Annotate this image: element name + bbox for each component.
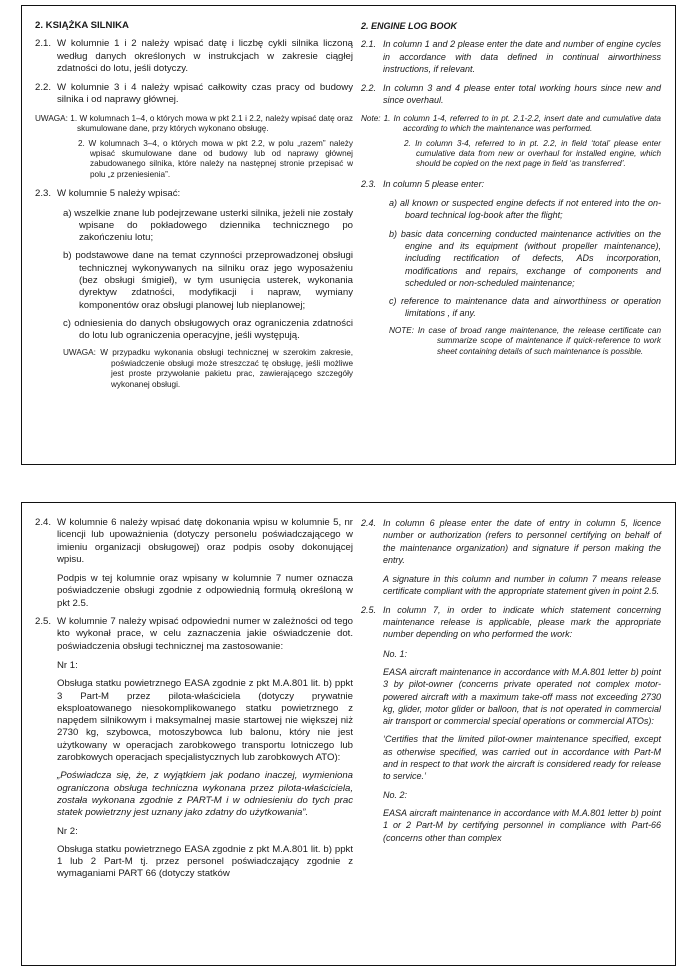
paragraph-2-5-en: 2.5. In column 7, in order to indicate which statement concerning maintenance release is applicable, please mark the appropriate number depending on who performed the work: [361,604,661,640]
note-block-pl [35,114,353,180]
note-3-pl: UWAGA: W przypadku wykonania obsługi technicznej w szerokim zakresie, poświadczenie obsługi może streszczać tę obsługę, jeśli możliwe jest proste przywołanie pakietu prac, zawierającego szczegóły wykonanej obsługi. [63,348,353,389]
nr2-text-pl: Obsługa statku powietrznego EASA zgodnie z pkt M.A.801 lit. b) ppkt 1 lub 2 Part-M tj. przez personel poświadczający zgodnie z wymaganiami PART 66 (dotyczy statków [57,843,353,880]
note-2-pl: 2. W kolumnach 3–4, o których mowa w pkt 2.2, w polu „razem” należy wpisać skumulowane dane od budowy lub od naprawy głównej zabudowanego silnika, które należy na następnej stronie przepisać w polu „z przeniesienia”. [78,138,353,179]
english-column [361,517,661,850]
nr1-label-pl: Nr 1: [57,659,78,671]
paragraph-2-2-en: 2.2. In column 3 and 4 please enter total working hours since new and since overhaul. [361,83,661,106]
polish-column [35,517,353,887]
paragraph-2-3-en: 2.3. In column 5 please enter: [361,178,485,189]
list-item-b-en: b) basic data concerning conducted maintenance activities on the engine and its equipment (without propeller maintenance), including rectification of defects, ADs incorporation, modifications and repairs, exchange of components and scheduled or non-scheduled maintenance; [389,228,661,288]
document-page-1 [21,5,676,465]
section-title-en: 2. ENGINE LOG BOOK [361,21,458,31]
polish-column [35,20,353,390]
english-column [361,20,661,357]
list-item-a-en: a) all known or suspected engine defects if not entered into the on-board technical log-book after the flight; [389,198,661,221]
paragraph-2-1-pl: 2.1. W kolumnie 1 i 2 należy wpisać datę i liczbę cykli silnika liczoną według danych określonych w instrukcjach w zakresie ciągłej zdatności do lotu, jeśli dotyczy. [35,38,353,74]
list-item-a-pl: a) wszelkie znane lub podejrzewane usterki silnika, jeżeli nie zostały wpisane do pokładowego dziennika technicznego po zakończeniu lotu; [63,207,353,244]
nr2-text-en: EASA aircraft maintenance in accordance with M.A.801 letter b) point 1 or 2 Part-M by certifying personnel in compliance with Part-66 (concerns other than complex [383,807,661,843]
nr1-text-en: EASA aircraft maintenance in accordance with M.A.801 letter b) point 3 by pilot-owner (concerns private operated not complex motor-powered aircraft with a maximum take-off mass not exceeding 2730 kg, glider, motor glider or balloon, that is not operated in commercial air transport or commercial special operations or commercial ATOs): [383,666,661,727]
note-1-pl: UWAGA: 1. W kolumnach 1–4, o których mowa w pkt 2.1 i 2.2, należy wpisać datę oraz skumulowane dane, przy których wykonano obsługę. [35,113,353,134]
paragraph-2-1-en: 2.1. In column 1 and 2 please enter the date and number of engine cycles in accordance with data defined in continual airworthiness instructions, if relevant. [361,39,661,74]
nr1-quote-pl: „Poświadcza się, że, z wyjątkiem jak podano inaczej, wymieniona ograniczona obsługa techniczna wykonana przez pilota-właściciela, została wykonana zgodnie z PART-M i w odniesieniu do tych prac statek powietrzny jest uznany jako zdatny do użytkowania”. [57,770,353,819]
note-3-en: NOTE: In case of broad range maintenance, the release certificate can summarize scope of maintenance if quick-reference to work sheet containing details of such maintenance is possible. [389,325,661,356]
note-2-en: 2. In column 3-4, referred to in pt. 2.2, in field ‘total’ please enter cumulative data from new or overhaul for installed engine, which should be copied on the next page in field ‘as transferred’. [404,138,661,169]
paragraph-2-5-pl: 2.5. W kolumnie 7 należy wpisać odpowiedni numer w zależności od tego kto wykonał prace, w celu zaznaczenia jakie oświadczenie dot. poświadczenia obsługi technicznej ma zastosowanie: [35,616,353,652]
paragraph-2-4b-pl: Podpis w tej kolumnie oraz wpisany w kolumnie 7 numer oznacza poświadczenie obsługi zgodnie z odpowiednią formułą określoną w pkt 2.5. [57,573,353,609]
nr2-label-en: No. 2: [383,789,408,800]
list-item-c-pl: c) odniesienia do danych obsługowych oraz ograniczenia zdatności do lotu lub ograniczenia operacyjne, jeśli występują. [63,317,353,342]
paragraph-2-3-pl: 2.3. W kolumnie 5 należy wpisać: [35,188,181,200]
note-1-en: Note: 1. In column 1-4, referred to in pt. 2.1-2.2, insert date and cumulative data according to which the maintenance was performed. [361,113,661,134]
paragraph-2-4-en: 2.4. In column 6 please enter the date of entry in column 5, licence number or authorization (refers to personnel certifying on behalf of the maintenance organization) and signature if person making the entry. [361,518,661,565]
paragraph-2-2-pl: 2.2. W kolumnie 3 i 4 należy wpisać całkowity czas pracy od budowy silnika i od naprawy głównej. [35,82,353,106]
nr2-label-pl: Nr 2: [57,825,78,837]
nr1-label-en: No. 1: [383,648,408,659]
list-item-c-en: c) reference to maintenance data and airworthiness or operation limitations , if any. [389,296,661,319]
note-block-en [361,114,661,170]
paragraph-2-4-pl: 2.4. W kolumnie 6 należy wpisać datę dokonania wpisu w kolumnie 5, nr licencji lub upoważnienia (dotyczy personelu poświadczającego w imieniu organizacji obsługowej) oraz podpis osoby dokonującej wpisu. [35,517,353,565]
list-item-b-pl: b) podstawowe dane na temat czynności przeprowadzonej obsługi technicznej wykonywanych na silniku oraz jego wyposażeniu (bez obsługi śmigieł), w tym usunięcia usterek, wykonania dyrektyw zdatności, modyfikacji i napraw, wymiany komponentów oraz obsługi planowej lub nieplanowej; [63,250,353,311]
document-page-2 [21,502,676,966]
nr1-quote-en: ‘Certifies that the limited pilot-owner maintenance specified, except as otherwise specified, was carried out in accordance with Part-M and in respect to that work the aircraft is considered ready for release to service.’ [383,734,661,782]
paragraph-2-4b-en: A signature in this column and number in column 7 means release certificate compliant with the appropriate statement given in point 2.5. [383,574,661,597]
nr1-text-pl: Obsługa statku powietrznego EASA zgodnie z pkt M.A.801 lit. b) ppkt 3 Part-M przez pilota-właściciela (dotyczy prywatnie eksploatowanego niesokomplikowanego statku powietrznego z napędem silnikowym i maksymalnej masie startowej nie większej niż 2730 kg, szybowca, motoszybowca lub balonu, który nie jest użytkowany w operacjach zarobkowego transportu lotniczego lub zarobkowych operacjach specjalistycznych lub zarobkowych ATO): [57,678,353,764]
section-title-pl: 2. KSIĄŻKA SILNIKA [35,20,129,31]
